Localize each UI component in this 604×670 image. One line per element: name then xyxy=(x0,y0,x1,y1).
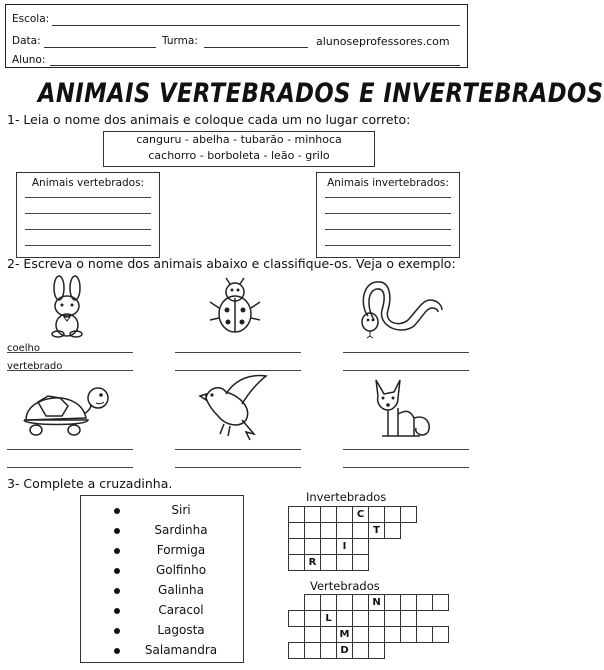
crossword-cell[interactable]: N xyxy=(369,595,385,611)
answer-line[interactable] xyxy=(7,352,133,353)
bird-icon xyxy=(196,374,272,440)
word-bank-line-2: cachorro - borboleta - leão - grilo xyxy=(148,149,330,162)
q2-prompt: 2- Escreva o nome dos animais abaixo e classifique-os. Veja o exemplo: xyxy=(7,256,456,271)
student-field[interactable] xyxy=(50,65,460,66)
school-label: Escola: xyxy=(12,13,50,25)
answer-line[interactable] xyxy=(325,245,451,246)
rabbit-icon xyxy=(42,276,92,338)
answer-line[interactable] xyxy=(7,449,133,450)
bullet-icon xyxy=(114,628,120,634)
bullet-icon xyxy=(114,528,120,534)
answer-line[interactable] xyxy=(175,449,301,450)
vertebrados-title: Animais vertebrados: xyxy=(31,177,145,189)
answer-line[interactable] xyxy=(325,213,451,214)
word-bank xyxy=(103,131,375,167)
invertebrados-crossword-title: Invertebrados xyxy=(306,490,387,504)
turtle-icon xyxy=(18,380,110,440)
crossword-cell[interactable]: R xyxy=(305,555,321,571)
word-list-box xyxy=(80,495,244,663)
invertebrados-crossword xyxy=(288,506,417,571)
answer-line[interactable] xyxy=(343,352,469,353)
list-item: Formiga xyxy=(81,541,243,561)
answer-line[interactable] xyxy=(343,449,469,450)
answer-line[interactable] xyxy=(7,370,133,371)
answer-line[interactable] xyxy=(175,352,301,353)
q3-prompt: 3- Complete a cruzadinha. xyxy=(7,476,173,491)
bullet-icon xyxy=(114,508,120,514)
bullet-icon xyxy=(114,588,120,594)
example-name: coelho xyxy=(7,343,41,354)
header-box xyxy=(5,4,468,68)
answer-line[interactable] xyxy=(175,467,301,468)
bullet-icon xyxy=(114,608,120,614)
date-label: Data: xyxy=(12,35,41,47)
q1-prompt: 1- Leia o nome dos animais e coloque cada um no lugar correto: xyxy=(7,112,411,127)
fox-icon xyxy=(370,374,434,440)
page-title: ANIMAIS VERTEBRADOS E INVERTEBRADOS xyxy=(37,78,604,109)
list-item: Galinha xyxy=(81,581,243,601)
answer-line[interactable] xyxy=(325,229,451,230)
list-item: Lagosta xyxy=(81,621,243,641)
example-class: vertebrado xyxy=(7,361,63,372)
answer-line[interactable] xyxy=(343,370,469,371)
bullet-icon xyxy=(114,548,120,554)
crossword-cell[interactable]: D xyxy=(337,643,353,659)
invertebrados-title: Animais invertebrados: xyxy=(327,177,449,189)
answer-line[interactable] xyxy=(25,213,151,214)
answer-line[interactable] xyxy=(325,197,451,198)
ladybug-icon xyxy=(208,278,262,336)
snake-icon xyxy=(358,276,446,338)
class-label: Turma: xyxy=(162,35,198,47)
bullet-icon xyxy=(114,568,120,574)
list-item: Golfinho xyxy=(81,561,243,581)
list-item: Salamandra xyxy=(81,641,243,661)
school-field[interactable] xyxy=(52,25,460,26)
answer-line[interactable] xyxy=(25,245,151,246)
crossword-cell[interactable]: I xyxy=(337,539,353,555)
site-url: alunoseprofessores.com xyxy=(316,35,450,48)
answer-line[interactable] xyxy=(25,229,151,230)
student-label: Aluno: xyxy=(12,54,46,66)
list-item: Caracol xyxy=(81,601,243,621)
crossword-cell[interactable]: M xyxy=(337,627,353,643)
vertebrados-box xyxy=(16,172,160,258)
list-item: Siri xyxy=(81,501,243,521)
word-bank-line-1: canguru - abelha - tubarão - minhoca xyxy=(136,133,342,146)
vertebrados-crossword xyxy=(288,594,449,659)
vertebrados-crossword-title: Vertebrados xyxy=(310,579,380,593)
list-item: Sardinha xyxy=(81,521,243,541)
invertebrados-box xyxy=(316,172,460,258)
bullet-icon xyxy=(114,648,120,654)
crossword-cell[interactable]: C xyxy=(353,507,369,523)
class-field[interactable] xyxy=(204,47,308,48)
answer-line[interactable] xyxy=(7,467,133,468)
answer-line[interactable] xyxy=(25,197,151,198)
date-field[interactable] xyxy=(44,47,156,48)
crossword-cell[interactable]: T xyxy=(369,523,385,539)
answer-line[interactable] xyxy=(175,370,301,371)
answer-line[interactable] xyxy=(343,467,469,468)
crossword-cell[interactable]: L xyxy=(321,611,337,627)
